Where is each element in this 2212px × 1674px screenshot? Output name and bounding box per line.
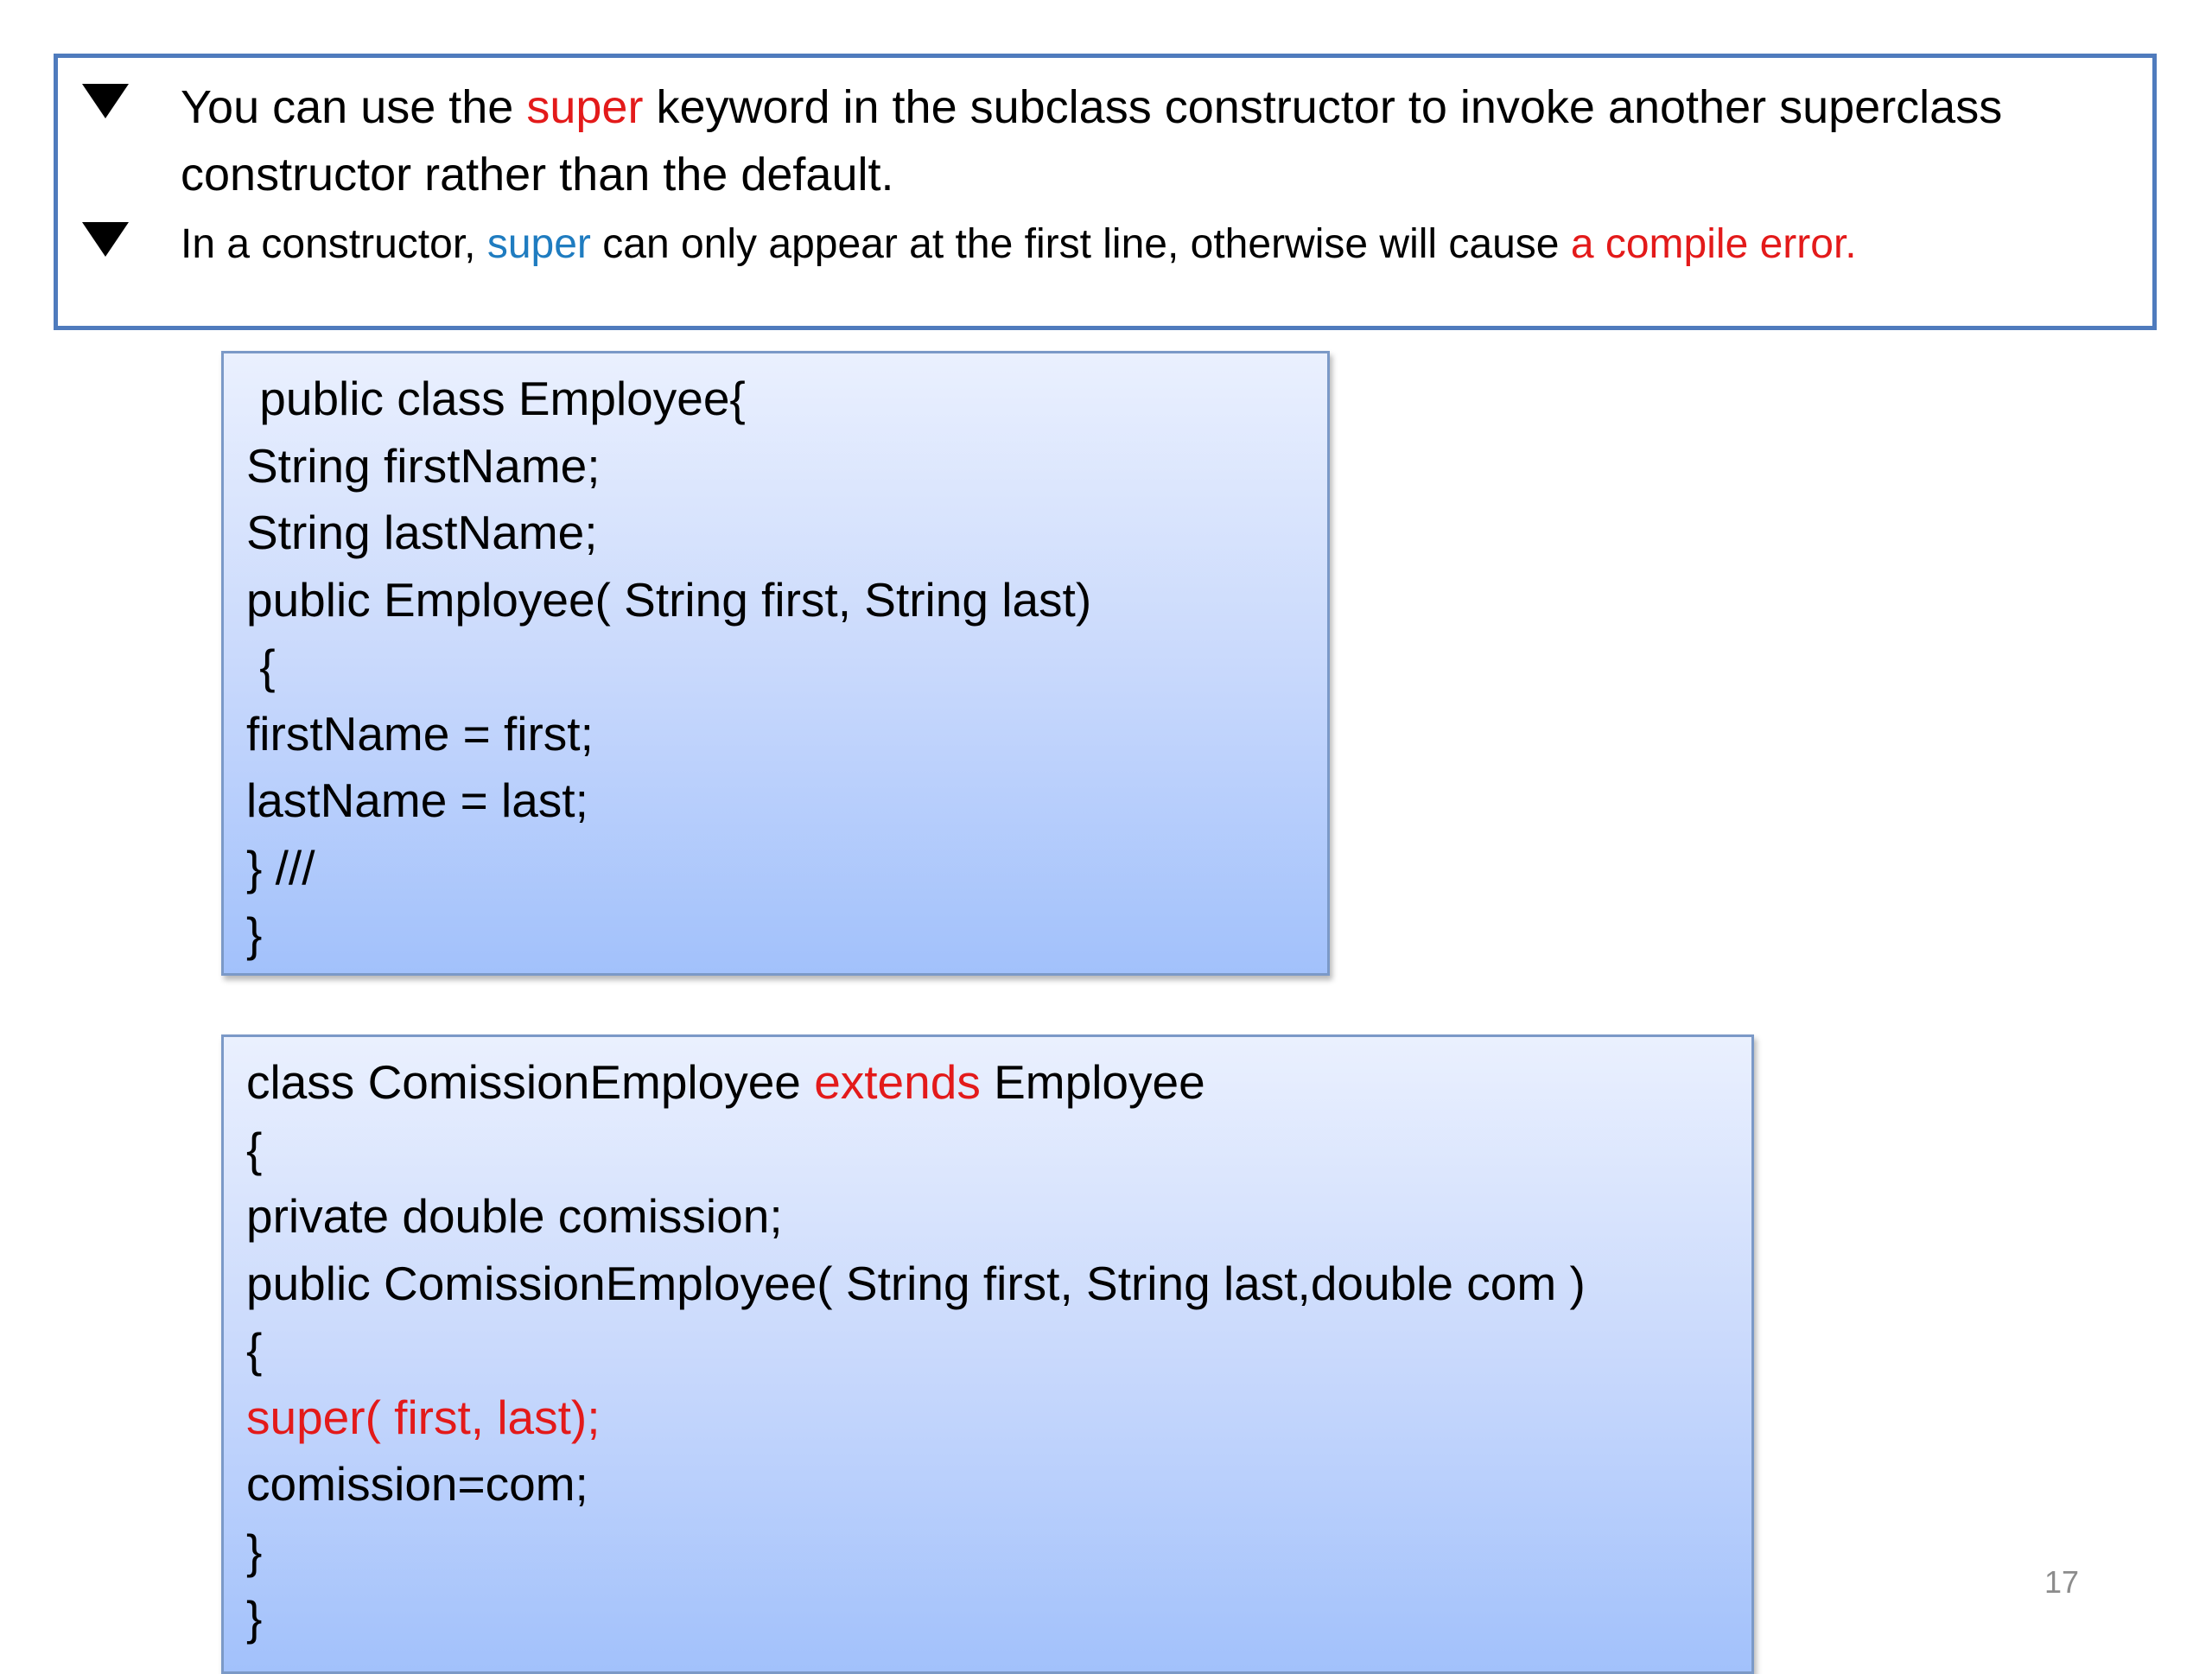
- super-call-line: super( first, last);: [246, 1390, 601, 1444]
- code-line: String lastName;: [246, 506, 598, 559]
- comission-employee-code-block: [221, 1034, 1754, 1674]
- code-line: } ///: [246, 840, 315, 894]
- code-text: class ComissionEmployee: [246, 1055, 815, 1109]
- code-line: {: [246, 1323, 263, 1377]
- code-line: public class Employee{: [246, 372, 746, 425]
- compile-error-text: a compile error.: [1570, 221, 1857, 267]
- code-line: {: [246, 640, 276, 693]
- code-line: public Employee( String first, String last): [246, 572, 1092, 627]
- code-line: }: [246, 907, 263, 961]
- extends-keyword: extends: [814, 1055, 981, 1109]
- triangle-bullet-icon: [82, 222, 129, 257]
- code-line: {: [246, 1122, 263, 1176]
- bullet-item: [82, 217, 2135, 272]
- code-line: }: [246, 1591, 263, 1645]
- bullet-text-start: In a constructor,: [181, 221, 487, 267]
- bullet-box: [54, 54, 2157, 330]
- code-line: firstName = first;: [246, 706, 594, 761]
- code-line: public ComissionEmployee( String first, String last,double com ): [246, 1256, 1586, 1310]
- bullet-item: [82, 73, 2135, 208]
- employee-code-block: [221, 351, 1330, 976]
- bullet-text-start: You can use the: [181, 81, 527, 133]
- code-line: }: [246, 1524, 263, 1578]
- bullet-text-middle: can only appear at the first line, otherwise will cause: [590, 221, 1571, 267]
- code-text: Employee: [980, 1055, 1205, 1109]
- code-line: private double comission;: [246, 1189, 783, 1243]
- bullet-text-end: keyword in the subclass constructor to invoke another superclass constructor rather than the default.: [181, 81, 2003, 200]
- code-line: lastName = last;: [246, 773, 588, 827]
- triangle-bullet-icon: [82, 84, 129, 118]
- slide-number: 17: [2044, 1564, 2080, 1600]
- code-line: comission=com;: [246, 1457, 588, 1511]
- super-keyword: super: [526, 81, 644, 133]
- bullet-text: [181, 217, 1857, 272]
- code-line: String firstName;: [246, 438, 601, 493]
- bullet-text: [181, 73, 2135, 208]
- super-keyword: super: [486, 221, 591, 267]
- code-line: [246, 1049, 1751, 1117]
